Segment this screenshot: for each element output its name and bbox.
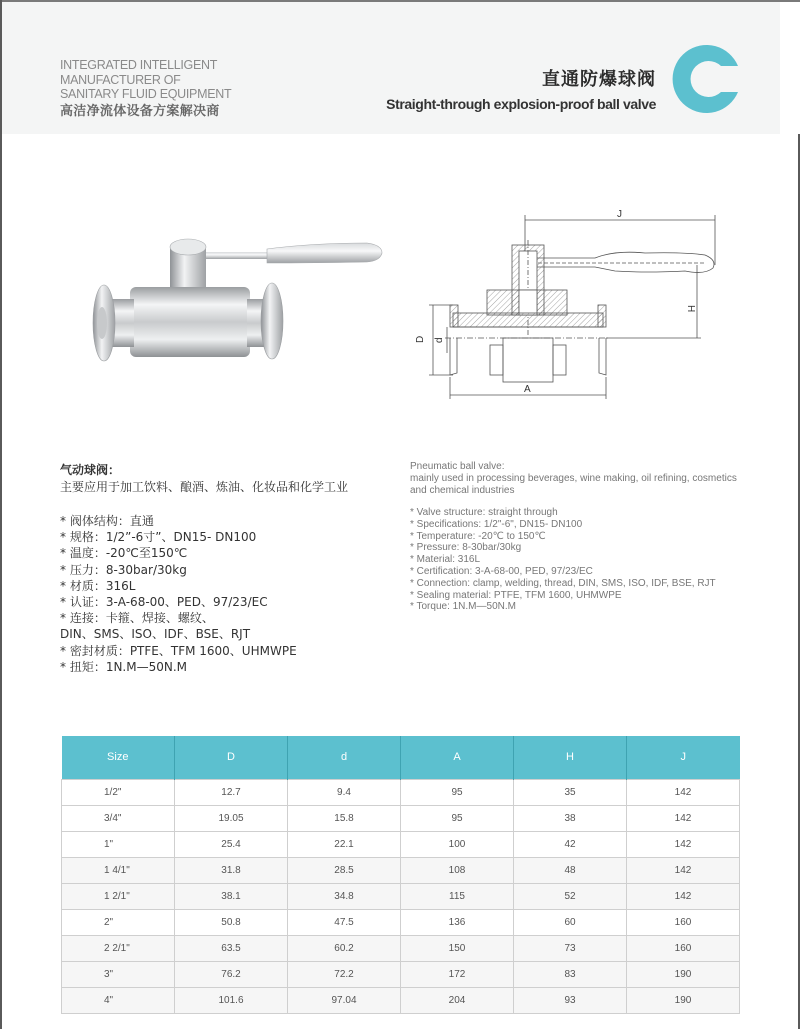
cell-size: 2 2/1" bbox=[62, 935, 175, 961]
spec-item-en: * Temperature: -20℃ to 150℃ bbox=[410, 530, 546, 542]
cell-a: 172 bbox=[401, 961, 514, 987]
cell-h: 83 bbox=[514, 961, 627, 987]
cell-j: 142 bbox=[627, 857, 740, 883]
cell-d-outer: 25.4 bbox=[175, 831, 288, 857]
cell-a: 95 bbox=[401, 805, 514, 831]
cell-size: 1 2/1" bbox=[62, 883, 175, 909]
cell-d-inner: 34.8 bbox=[288, 883, 401, 909]
cell-d-outer: 50.8 bbox=[175, 909, 288, 935]
table-row bbox=[62, 987, 740, 1013]
cell-j: 190 bbox=[627, 961, 740, 987]
spec-heading-cn: 气动球阀： bbox=[60, 463, 121, 477]
cell-size: 1" bbox=[62, 831, 175, 857]
section-c-arc bbox=[673, 45, 738, 113]
spec-item-cn: DIN、SMS、ISO、IDF、BSE、RJT bbox=[60, 627, 251, 642]
cell-j: 142 bbox=[627, 779, 740, 805]
cell-h: 35 bbox=[514, 779, 627, 805]
spec-item-cn: * 温度：-20℃至150℃ bbox=[60, 546, 188, 561]
cell-a: 150 bbox=[401, 935, 514, 961]
table-row bbox=[62, 831, 740, 857]
cell-d-outer: 38.1 bbox=[175, 883, 288, 909]
spec-item-cn: * 材质：316L bbox=[60, 578, 136, 593]
cell-a: 108 bbox=[401, 857, 514, 883]
cell-size: 3" bbox=[62, 961, 175, 987]
section-c-logo-icon bbox=[668, 42, 742, 116]
cell-d-inner: 60.2 bbox=[288, 935, 401, 961]
spec-item-cn: * 阀体结构：直通 bbox=[60, 514, 154, 528]
cell-d-inner: 28.5 bbox=[288, 857, 401, 883]
dim-label-H: H bbox=[685, 305, 696, 313]
page-frame-left bbox=[0, 0, 2, 1029]
valve-handle bbox=[202, 243, 382, 263]
cell-d-outer: 63.5 bbox=[175, 935, 288, 961]
spec-item-en: * Torque: 1N.M—50N.M bbox=[410, 601, 516, 613]
table-row bbox=[62, 909, 740, 935]
cell-h: 73 bbox=[514, 935, 627, 961]
page-title-en: Straight-through explosion-proof ball valve bbox=[386, 96, 656, 112]
spec-item-cn: * 连接：卡箍、焊接、螺纹、 bbox=[60, 611, 214, 626]
spec-item-en: * Connection: clamp, welding, thread, DIN, SMS, ISO, IDF, BSE, RJT bbox=[410, 577, 716, 589]
drawing-body-top bbox=[453, 313, 603, 327]
cell-d-outer: 19.05 bbox=[175, 805, 288, 831]
clamp-flange-left bbox=[93, 285, 115, 361]
column-header-j: J bbox=[627, 736, 740, 779]
cell-d-outer: 31.8 bbox=[175, 857, 288, 883]
cell-a: 204 bbox=[401, 987, 514, 1013]
drawing-handle bbox=[525, 252, 714, 272]
cell-d-inner: 22.1 bbox=[288, 831, 401, 857]
spec-item-cn: * 规格：1/2”-6寸”、DN15- DN100 bbox=[60, 530, 257, 545]
dim-label-d: d bbox=[434, 337, 445, 343]
cell-a: 136 bbox=[401, 909, 514, 935]
dim-label-j: J bbox=[617, 209, 622, 220]
dim-label-D: D bbox=[415, 335, 426, 343]
dim-label-A: A bbox=[524, 384, 531, 395]
page-title-cn: 直通防爆球阀 bbox=[542, 69, 656, 90]
cell-d-inner: 9.4 bbox=[288, 779, 401, 805]
cell-a: 115 bbox=[401, 883, 514, 909]
column-header-d-inner: d bbox=[288, 736, 401, 779]
spec-list-en bbox=[410, 507, 750, 613]
cell-h: 52 bbox=[514, 883, 627, 909]
dimension-table bbox=[61, 736, 740, 1014]
spec-item-en: * Sealing material: PTFE, TFM 1600, UHMWPE bbox=[410, 589, 622, 601]
cell-h: 38 bbox=[514, 805, 627, 831]
spec-item-cn: * 密封材质：PTFE、TFM 1600、UHMWPE bbox=[60, 643, 297, 658]
cell-size: 1/2" bbox=[62, 779, 175, 805]
cell-j: 142 bbox=[627, 805, 740, 831]
spec-item-cn: * 扭矩：1N.M—50N.M bbox=[60, 659, 188, 674]
cell-size: 2" bbox=[62, 909, 175, 935]
cell-j: 190 bbox=[627, 987, 740, 1013]
spec-intro-cn: 主要应用于加工饮料、酿酒、炼油、化妆品和化学工业 bbox=[60, 480, 349, 494]
table-row bbox=[62, 961, 740, 987]
column-header-h: H bbox=[514, 736, 627, 779]
table-body bbox=[62, 779, 740, 1013]
cell-j: 142 bbox=[627, 831, 740, 857]
cell-d-outer: 76.2 bbox=[175, 961, 288, 987]
spec-section-en bbox=[410, 461, 750, 613]
table-row bbox=[62, 883, 740, 909]
cell-a: 100 bbox=[401, 831, 514, 857]
cell-size: 3/4" bbox=[62, 805, 175, 831]
page-title-block bbox=[386, 68, 656, 113]
spec-heading-en: Pneumatic ball valve: bbox=[410, 461, 505, 472]
cell-d-inner: 72.2 bbox=[288, 961, 401, 987]
cell-d-outer: 101.6 bbox=[175, 987, 288, 1013]
cell-h: 48 bbox=[514, 857, 627, 883]
cell-j: 160 bbox=[627, 935, 740, 961]
clamp-flange-right bbox=[261, 283, 283, 359]
spec-item-en: * Material: 316L bbox=[410, 554, 481, 566]
cell-size: 1 4/1" bbox=[62, 857, 175, 883]
valve-technical-drawing bbox=[405, 205, 735, 405]
cell-d-inner: 97.04 bbox=[288, 987, 401, 1013]
column-header-size: Size bbox=[62, 736, 175, 779]
brand-en-line: INTEGRATED INTELLIGENT bbox=[60, 58, 218, 72]
spec-intro-en: mainly used in processing beverages, wine making, oil refining, cosmetics and chemical industries bbox=[410, 473, 737, 496]
cell-d-inner: 47.5 bbox=[288, 909, 401, 935]
cell-d-inner: 15.8 bbox=[288, 805, 401, 831]
brand-block bbox=[60, 58, 231, 121]
table-row bbox=[62, 779, 740, 805]
spec-list-cn bbox=[60, 513, 348, 675]
spec-item-cn: * 压力：8-30bar/30kg bbox=[60, 562, 187, 577]
cell-j: 142 bbox=[627, 883, 740, 909]
cell-h: 42 bbox=[514, 831, 627, 857]
spec-item-en: * Pressure: 8-30bar/30kg bbox=[410, 542, 522, 554]
brand-en-line: SANITARY FLUID EQUIPMENT bbox=[60, 87, 232, 101]
brand-cn-tagline: 高洁净流体设备方案解决商 bbox=[60, 103, 220, 119]
table-row bbox=[62, 935, 740, 961]
valve-product-photo bbox=[72, 225, 402, 375]
spec-item-en: * Specifications: 1/2"-6", DN15- DN100 bbox=[410, 518, 583, 530]
spec-item-en: * Valve structure: straight through bbox=[410, 507, 558, 518]
drawing-body-bottom bbox=[503, 338, 553, 382]
cell-j: 160 bbox=[627, 909, 740, 935]
spec-item-cn: * 认证：3-A-68-00、PED、97/23/EC bbox=[60, 595, 268, 610]
column-header-d-outer: D bbox=[175, 736, 288, 779]
table-row bbox=[62, 805, 740, 831]
spec-section-cn bbox=[60, 462, 348, 675]
cell-a: 95 bbox=[401, 779, 514, 805]
cell-h: 93 bbox=[514, 987, 627, 1013]
spec-item-en: * Certification: 3-A-68-00, PED, 97/23/EC bbox=[410, 565, 593, 577]
cell-size: 4" bbox=[62, 987, 175, 1013]
brand-en-line: MANUFACTURER OF bbox=[60, 72, 181, 87]
valve-body bbox=[112, 287, 269, 357]
table-row bbox=[62, 857, 740, 883]
cell-d-outer: 12.7 bbox=[175, 779, 288, 805]
cell-h: 60 bbox=[514, 909, 627, 935]
column-header-a: A bbox=[401, 736, 514, 779]
table-header-row bbox=[62, 736, 740, 779]
